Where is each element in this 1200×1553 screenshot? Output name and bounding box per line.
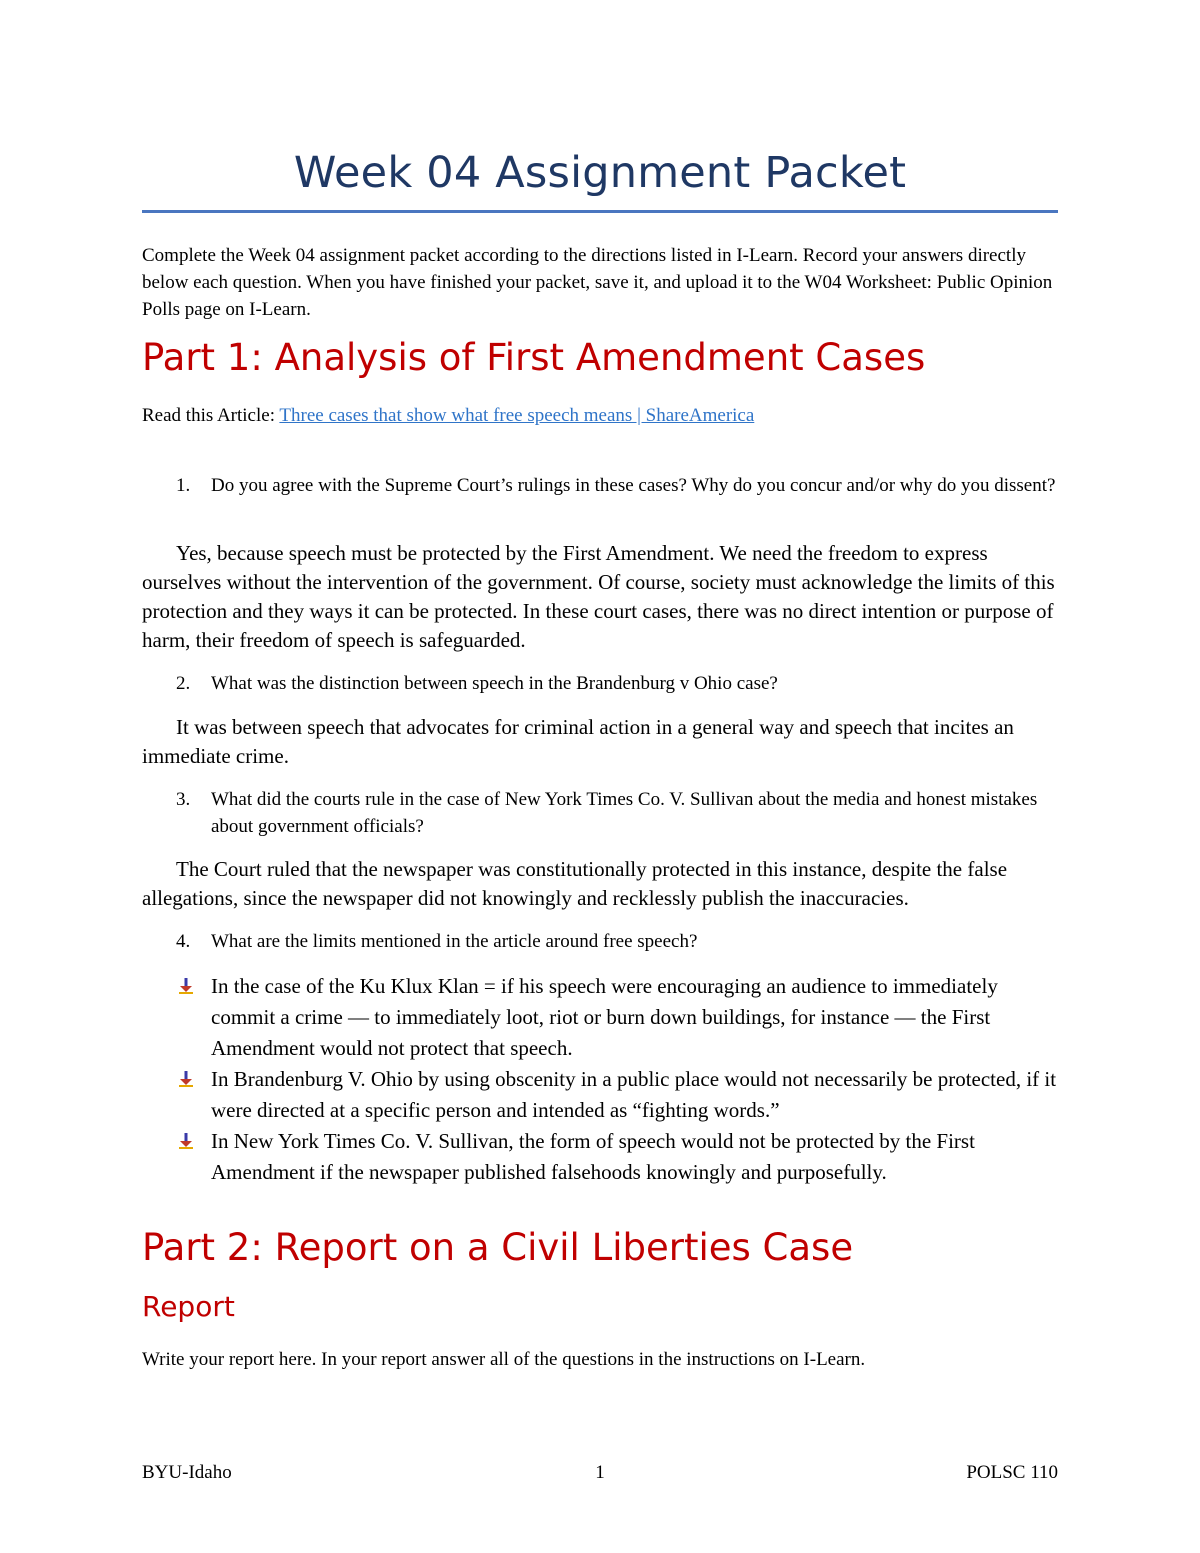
answer-1: Yes, because speech must be protected by the First Amendment. We need the freedom to express ourselves without the intervention of the government. Of course, society must acknowledge the limits of this protection and they ways it can be protected. In these court cases, there was no direct intention or purpose of harm, their freedom of speech is safeguarded. (142, 541, 1055, 652)
article-link[interactable]: Three cases that show what free speech means | ShareAmerica (279, 405, 755, 426)
question-4 (142, 928, 1058, 955)
document-title: Week 04 Assignment Packet (293, 148, 907, 198)
list-item (142, 1126, 1058, 1188)
part2-heading: Part 2: Report on a Civil Liberties Case (142, 1226, 854, 1269)
title-divider (142, 210, 1058, 213)
footer-left: BYU-Idaho (142, 1462, 232, 1483)
part1-heading: Part 1: Analysis of First Amendment Cases (142, 336, 926, 379)
question-text: Do you agree with the Supreme Court’s rulings in these cases? Why do you concur and/or why do you dissent? (211, 475, 1056, 496)
question-number: 2. (176, 673, 191, 694)
arrow-down-icon (178, 978, 194, 994)
limits-bullet-list (142, 971, 1058, 1188)
answer-3: The Court ruled that the newspaper was constitutionally protected in this instance, despite the false allegations, since the newspaper did not knowingly and recklessly publish the inaccuracies. (142, 857, 1008, 910)
arrow-down-icon (178, 1071, 194, 1087)
question-2 (142, 670, 1058, 697)
question-number: 1. (176, 475, 191, 496)
report-subheading: Report (142, 1290, 235, 1323)
question-number: 3. (176, 789, 191, 810)
bullet-text: In New York Times Co. V. Sullivan, the form of speech would not be protected by the First Amendment if the newspaper published falsehoods knowingly and purposefully. (211, 1129, 975, 1184)
bullet-text: In Brandenburg V. Ohio by using obscenity in a public place would not necessarily be protected, if it were directed at a specific person and intended as “fighting words.” (211, 1067, 1057, 1122)
page-footer (142, 1460, 1058, 1486)
report-instructions: Write your report here. In your report answer all of the questions in the instructions on I-Learn. (142, 1349, 866, 1370)
read-article-line (142, 402, 754, 429)
intro-paragraph: Complete the Week 04 assignment packet according to the directions listed in I-Learn. Record your answers directly below each question. When you have finished your packet, save it, and upload it to the W04 Worksheet: Public Opinion Polls page on I-Learn. (142, 245, 1053, 320)
question-text: What did the courts rule in the case of New York Times Co. V. Sullivan about the media and honest mistakes about government officials? (211, 789, 1038, 837)
question-text: What was the distinction between speech in the Brandenburg v Ohio case? (211, 673, 778, 694)
footer-right: POLSC 110 (966, 1462, 1058, 1483)
read-article-prefix: Read this Article: (142, 405, 280, 426)
arrow-down-icon (178, 1133, 194, 1149)
page-number: 1 (595, 1462, 605, 1483)
answer-2: It was between speech that advocates for criminal action in a general way and speech that incites an immediate crime. (142, 715, 1014, 768)
list-item (142, 971, 1058, 1064)
bullet-text: In the case of the Ku Klux Klan = if his speech were encouraging an audience to immediately commit a crime — to immediately loot, riot or burn down buildings, for instance — the First Amendment would not protect that speech. (211, 974, 998, 1060)
list-item (142, 1064, 1058, 1126)
question-number: 4. (176, 931, 191, 952)
question-1 (142, 472, 1058, 499)
question-3 (142, 786, 1058, 840)
question-text: What are the limits mentioned in the article around free speech? (211, 931, 698, 952)
